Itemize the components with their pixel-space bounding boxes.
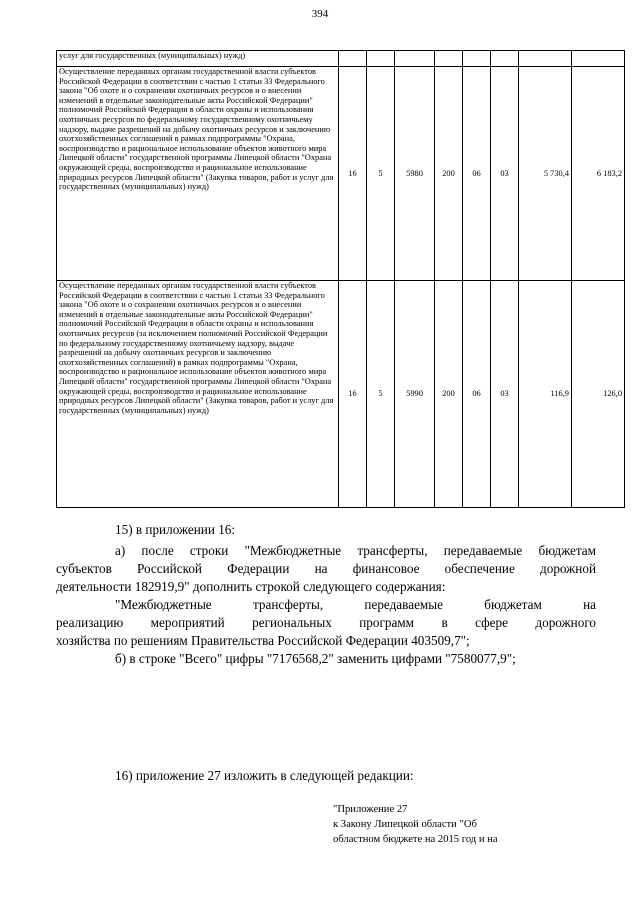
cell-code: 16 [339,67,367,281]
item-15a-line-3: деятельности 182919,9" дополнить строкой следующего содержания: [56,579,446,594]
appendix-line-3: областном бюджете на 2015 год и на [333,834,498,845]
cell-value: 116,9 [519,281,572,508]
appendix-line-1: "Приложение 27 [333,804,408,815]
page-number: 394 [311,8,329,20]
cell-value: 126,0 [572,281,625,508]
item-15-quote-line-2: реализацию мероприятий региональных программ в сфере дорожного [56,615,596,630]
cell-code: 5990 [395,281,435,508]
row-description: услуг для государственных (муниципальных) нужд) [57,51,339,67]
cell-code: 5980 [395,67,435,281]
row-description: Осуществление переданных органам государственной власти субъектов Российской Федерации в соответствии с частью 1 статьи 33 Федерального закона "Об охоте и о сохранении охотничьих ресурсов и о внесении изменений в отдельные законодательные акты Российской Федерации" полномочий Российской Федерации в области охраны и использования охотничьих ресурсов по федеральному государственному охотничьему надзору, выдаче разрешений на добычу охотничьих ресурсов и заключению охотхозяйственных соглашений в рамках подпрограммы "Охрана, воспроизводство и рациональное использование объектов животного мира Липецкой области" государственной программы Липецкой области "Охрана окружающей среды, воспроизводство и рациональное использование природных ресурсов Липецкой области" (Закупка товаров, работ и услуг для государственных (муниципальных) нужд) [57,67,339,281]
appendix-header [333,802,498,847]
cell-value: 5 730,4 [519,67,572,281]
cell-code: 200 [435,67,463,281]
table-row [57,281,625,508]
table-row [57,67,625,281]
item-16-heading: 16) приложение 27 изложить в следующей редакции: [115,768,414,783]
item-15a-line-2: субъектов Российской Федерации на финансовое обеспечение дорожной [56,561,596,576]
cell-code: 03 [491,281,519,508]
item-15b: б) в строке "Всего" цифры "7176568,2" заменить цифрами "7580077,9"; [115,651,516,666]
cell-code: 03 [491,67,519,281]
cell-code: 06 [463,67,491,281]
table-row [57,51,625,67]
row-description: Осуществление переданных органам государственной власти субъектов Российской Федерации в соответствии с частью 1 статьи 33 Федерального закона "Об охоте и о сохранении охотничьих ресурсов и о внесении изменений в отдельные законодательные акты Российской Федерации" полномочий Российской Федерации в области охраны и использования охотничьих ресурсов (за исключением полномочий Российской Федерации по федеральному государственному охотничьему надзору, выдаче разрешений на добычу охотничьих ресурсов и заключению охотхозяйственных соглашений) в рамках подпрограммы "Охрана, воспроизводство и рациональное использование объектов животного мира Липецкой области" государственной программы Липецкой области "Охрана окружающей среды, воспроизводство и рациональное использование природных ресурсов Липецкой области" (Закупка товаров, работ и услуг для государственных (муниципальных) нужд) [57,281,339,508]
item-15-quote-line-3: хозяйства по решениям Правительства Российской Федерации 403509,7"; [56,633,470,648]
item-15-quote-line-1: "Межбюджетные трансферты, передаваемые бюджетам на [115,597,596,612]
cell-value: 6 183,2 [572,67,625,281]
budget-table [56,50,625,508]
cell-code: 06 [463,281,491,508]
cell-code: 16 [339,281,367,508]
cell-code: 5 [367,67,395,281]
cell-code: 200 [435,281,463,508]
cell-code: 5 [367,281,395,508]
item-15a-line-1: а) после строки "Межбюджетные трансферты, передаваемые бюджетам [115,543,596,558]
appendix-line-2: к Закону Липецкой области "Об [333,819,477,830]
item-15-heading: 15) в приложении 16: [115,522,236,537]
